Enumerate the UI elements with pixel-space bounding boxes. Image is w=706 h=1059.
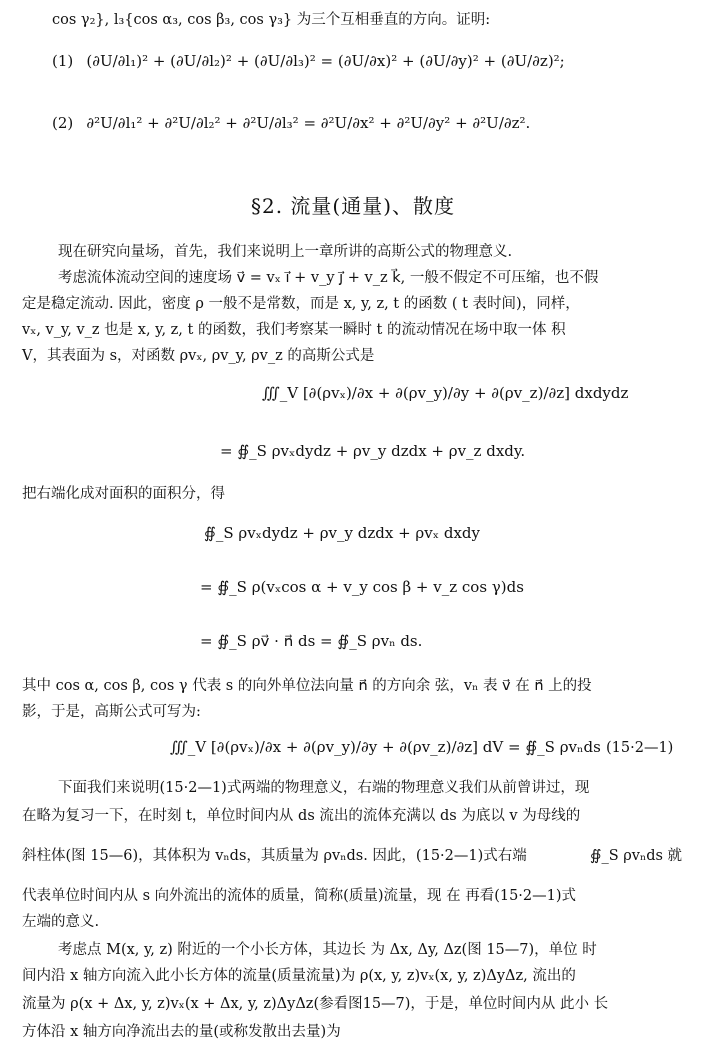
paragraph-line: V，其表面为 s，对函数 ρvₓ, ρv_y, ρv_z 的高斯公式是 (22, 348, 375, 364)
equation-number: (15·2—1) (606, 740, 674, 756)
equation-surface-integral (200, 522, 484, 542)
equation-surface-integral (216, 440, 529, 460)
item-label: (1) (52, 51, 74, 70)
equation-text: = ∯_S ρv⃗ · n⃗ ds = ∯_S ρvₙ ds. (200, 631, 423, 650)
inline-formula: ∯_S ρvₙds 就 (590, 848, 683, 864)
equation-text: ∭_V [∂(ρvₓ)/∂x + ∂(ρv_y)/∂y + ∂(ρv_z)/∂z] dxdydz (262, 383, 629, 402)
exercise-line: cos γ₂}, l₃{cos α₃, cos β₃, cos γ₃} 为三个互相垂直的方向。证明: (52, 12, 491, 28)
section-title: §2. 流量(通量)、散度 (250, 194, 456, 218)
item-label: (2) (52, 113, 74, 132)
item-formula: ∂²U/∂l₁² + ∂²U/∂l₂² + ∂²U/∂l₃² = ∂²U/∂x² + ∂²U/∂y² + ∂²U/∂z². (86, 113, 531, 132)
paragraph-line: 定是稳定流动. 因此，密度 ρ 一般不是常数，而是 x, y, z, t 的函数 ( t 表时间)，同样， (22, 296, 580, 312)
paragraph-line: 间内沿 x 轴方向流入此小长方体的流量(质量流量)为 ρ(x, y, z)vₓ(x, y, z)ΔyΔz, 流出的 (22, 968, 576, 984)
equation-text: = ∯_S ρ(vₓcos α + v_y cos β + v_z cos γ)ds (200, 577, 524, 596)
paragraph-line: 其中 cos α, cos β, cos γ 代表 s 的向外单位法向量 n⃗ 的方向余 弦，vₙ 表 v⃗ 在 n⃗ 上的投 (22, 678, 592, 694)
paragraph-line: 下面我们来说明(15·2—1)式两端的物理意义，右端的物理意义我们从前曾讲过，现 (58, 780, 590, 796)
paragraph-line: 方体沿 x 轴方向净流出去的量(或称发散出去量)为 (22, 1024, 341, 1040)
paragraph-line: vₓ, v_y, v_z 也是 x, y, z, t 的函数，我们考察某一瞬时 t 的流动情况在场中取一体 积 (22, 322, 566, 338)
equation-text: ∯_S ρvₓdydz + ρv_y dzdx + ρvₓ dxdy (204, 523, 480, 542)
equation-surface-integral (196, 630, 426, 650)
equation-text: = ∯_S ρvₓdydz + ρv_y dzdx + ρv_z dxdy. (220, 441, 526, 460)
paragraph: 把右端化成对面积的面积分，得 (22, 486, 225, 502)
equation-text: ∭_V [∂(ρvₓ)/∂x + ∂(ρv_y)/∂y + ∂(ρv_z)/∂z] dV = ∯_S ρvₙds (170, 737, 601, 756)
exercise-item-2 (48, 112, 534, 132)
exercise-item-1 (48, 50, 569, 70)
paragraph-line: 斜柱体(图 15—6)，其体积为 vₙds，其质量为 ρvₙds. 因此，(15·2—1)式右端 (22, 848, 527, 864)
paragraph-line: 代表单位时间内从 s 向外流出的流体的质量，简称(质量)流量，现 在 再看(15·2—1)式 (22, 888, 577, 904)
paragraph-line: 考虑点 M(x, y, z) 附近的一个小长方体，其边长 为 Δx, Δy, Δz(图 15—7)，单位 时 (58, 942, 597, 958)
paragraph-line: 左端的意义. (22, 914, 100, 930)
paragraph-line: 考虑流体流动空间的速度场 v⃗ = vₓ i⃗ + v_y j⃗ + v_z k⃗, 一般不假定不可压缩，也不假 (58, 270, 599, 286)
paragraph-line: 在略为复习一下，在时刻 t，单位时间内从 ds 流出的流体充满以 ds 为底以 v 为母线的 (22, 808, 581, 824)
equation-triple-integral (258, 382, 632, 402)
paragraph-line: 影，于是，高斯公式可写为: (22, 704, 201, 720)
paragraph: 现在研究向量场，首先，我们来说明上一章所讲的高斯公式的物理意义. (58, 244, 513, 260)
equation-gauss (166, 736, 605, 756)
equation-surface-integral (196, 576, 528, 596)
item-formula: (∂U/∂l₁)² + (∂U/∂l₂)² + (∂U/∂l₃)² = (∂U/∂x)² + (∂U/∂y)² + (∂U/∂z)²; (86, 51, 565, 70)
paragraph-line: 流量为 ρ(x + Δx, y, z)vₓ(x + Δx, y, z)ΔyΔz(参看图15—7)，于是，单位时间内从 此小 长 (22, 996, 609, 1012)
